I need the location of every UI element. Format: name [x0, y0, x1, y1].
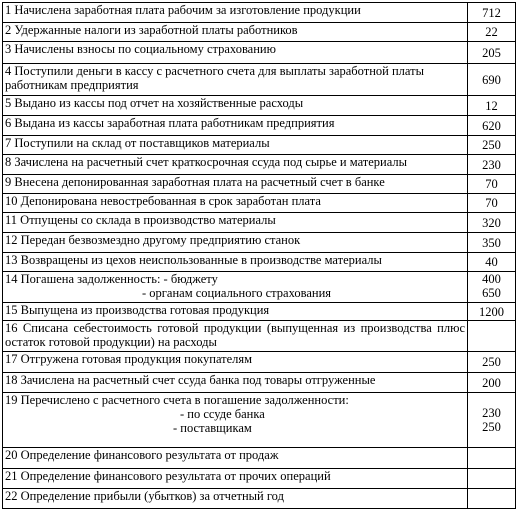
operations-table — [2, 2, 516, 509]
operation-amount: 205 — [468, 42, 516, 64]
operation-description: 17 Отгружена готовая продукция покупателям — [3, 352, 468, 373]
operation-amount — [468, 321, 516, 352]
operation-amount: 350 — [468, 233, 516, 253]
table-row — [3, 489, 516, 509]
table-row — [3, 116, 516, 136]
operation-amount: 712 — [468, 3, 516, 23]
operation-amount: 320 — [468, 213, 516, 233]
operation-amount: 70 — [468, 194, 516, 213]
operation-description: 18 Зачислена на расчетный счет ссуда банка под товары отгруженные — [3, 373, 468, 393]
operation-description: 22 Определение прибыли (убытков) за отчетный год — [3, 489, 468, 509]
table-row — [3, 213, 516, 233]
operation-description: 14 Погашена задолженность: - бюджету - органам социального страхования — [3, 272, 468, 303]
operation-description: 2 Удержанные налоги из заработной платы работников — [3, 23, 468, 42]
table-row — [3, 303, 516, 321]
operation-description: 20 Определение финансового результата от продаж — [3, 448, 468, 469]
operation-amount: 70 — [468, 175, 516, 194]
operation-amount: 12 — [468, 96, 516, 116]
operation-amount — [468, 448, 516, 469]
table-row — [3, 233, 516, 253]
operation-description: 5 Выдано из кассы под отчет на хозяйственные расходы — [3, 96, 468, 116]
table-row — [3, 3, 516, 23]
operation-description: 13 Возвращены из цехов неиспользованные в производстве материалы — [3, 253, 468, 272]
operation-description: 9 Внесена депонированная заработная плата на расчетный счет в банке — [3, 175, 468, 194]
table-row — [3, 448, 516, 469]
operation-amount: 250 — [468, 136, 516, 155]
operation-description: 12 Передан безвозмездно другому предприятию станок — [3, 233, 468, 253]
operation-description: 16 Списана себестоимость готовой продукции (выпущенная из производства плюс остаток готовой продукции) на расходы — [3, 321, 468, 352]
table-row — [3, 175, 516, 194]
operation-amount — [468, 489, 516, 509]
table-row — [3, 136, 516, 155]
table-row — [3, 469, 516, 489]
table-row — [3, 194, 516, 213]
table-row — [3, 64, 516, 96]
table-row — [3, 23, 516, 42]
table-row — [3, 42, 516, 64]
operation-amount: 22 — [468, 23, 516, 42]
operation-description: 4 Поступили деньги в кассу с расчетного счета для выплаты заработной платы работникам предприятия — [3, 64, 468, 96]
table-row — [3, 155, 516, 175]
operation-amount: 250 — [468, 352, 516, 373]
operation-description: 1 Начислена заработная плата рабочим за изготовление продукции — [3, 3, 468, 23]
table-row — [3, 253, 516, 272]
operation-amount: 620 — [468, 116, 516, 136]
table-row — [3, 373, 516, 393]
operation-description: 11 Отпущены со склада в производство материалы — [3, 213, 468, 233]
table-row — [3, 272, 516, 303]
table-row — [3, 321, 516, 352]
operation-description: 21 Определение финансового результата от прочих операций — [3, 469, 468, 489]
operation-amount: 200 — [468, 373, 516, 393]
table-row — [3, 352, 516, 373]
table-row — [3, 393, 516, 448]
operation-description: 15 Выпущена из производства готовая продукция — [3, 303, 468, 321]
operation-amount: 230 — [468, 155, 516, 175]
operation-amount: 230 250 — [468, 393, 516, 448]
operation-description: 8 Зачислена на расчетный счет краткосрочная ссуда под сырье и материалы — [3, 155, 468, 175]
operation-description: 19 Перечислено с расчетного счета в погашение задолженности: - по ссуде банка - поставщикам — [3, 393, 468, 448]
operation-amount: 1200 — [468, 303, 516, 321]
operation-description: 3 Начислены взносы по социальному страхованию — [3, 42, 468, 64]
operation-description: 6 Выдана из кассы заработная плата работникам предприятия — [3, 116, 468, 136]
operation-description: 7 Поступили на склад от поставщиков материалы — [3, 136, 468, 155]
operation-amount: 400 650 — [468, 272, 516, 303]
table-row — [3, 96, 516, 116]
operation-amount: 690 — [468, 64, 516, 96]
operation-description: 10 Депонирована невостребованная в срок заработан плата — [3, 194, 468, 213]
operation-amount: 40 — [468, 253, 516, 272]
operation-amount — [468, 469, 516, 489]
